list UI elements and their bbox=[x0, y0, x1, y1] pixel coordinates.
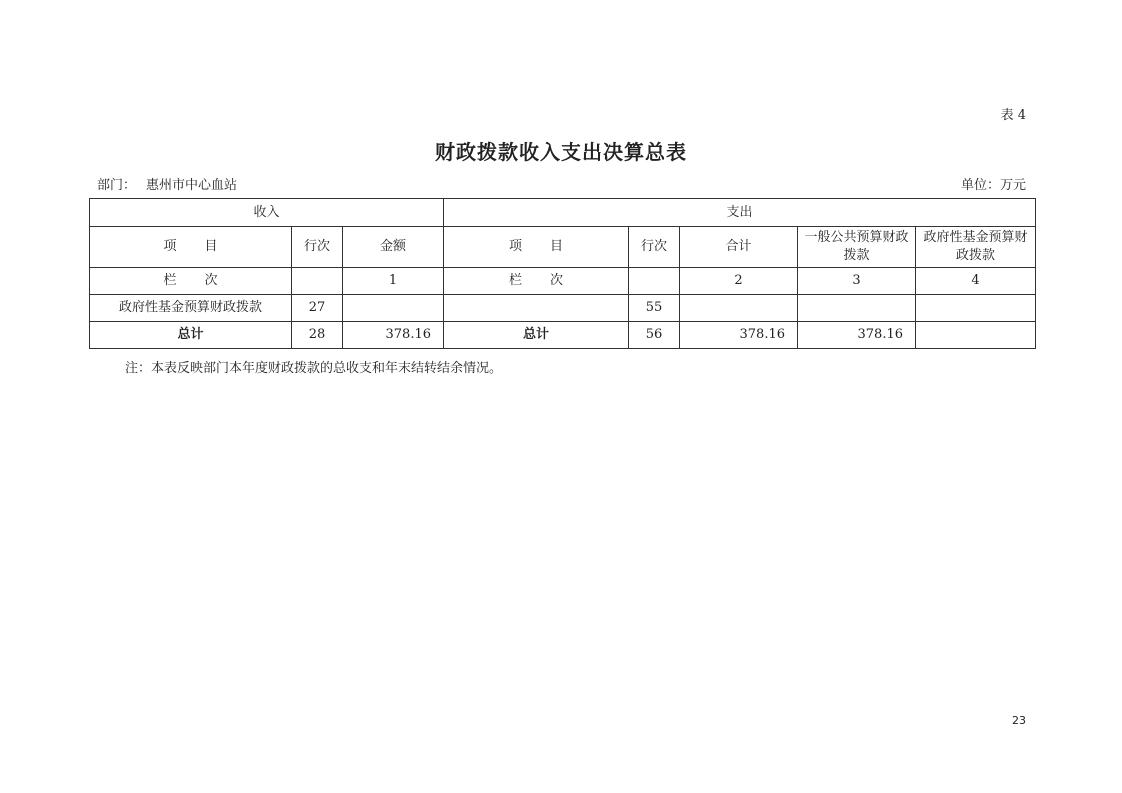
budget-table bbox=[89, 198, 1036, 349]
expense-lanci-row bbox=[629, 268, 680, 295]
table-row bbox=[90, 295, 1036, 322]
column-index-row bbox=[90, 268, 1036, 295]
header-expense-total: 合计 bbox=[680, 227, 798, 268]
expense-fund-cell bbox=[916, 322, 1036, 349]
income-group-header: 收入 bbox=[90, 199, 444, 227]
income-lanci: 栏 次 bbox=[90, 268, 292, 295]
page-title: 财政拨款收入支出决算总表 bbox=[435, 140, 687, 164]
index-amount: 1 bbox=[343, 268, 444, 295]
expense-row-cell: 55 bbox=[629, 295, 680, 322]
table-number: 表 4 bbox=[1000, 108, 1026, 123]
expense-group-header: 支出 bbox=[444, 199, 1036, 227]
expense-total-cell bbox=[680, 295, 798, 322]
table-note: 注：本表反映部门本年度财政拨款的总收支和年末结转结余情况。 bbox=[125, 361, 503, 376]
header-fund-budget: 政府性基金预算财政拨款 bbox=[916, 227, 1036, 268]
income-item-cell: 政府性基金预算财政拨款 bbox=[90, 295, 292, 322]
page-number: 23 bbox=[1012, 714, 1026, 727]
expense-general-cell: 378.16 bbox=[798, 322, 916, 349]
header-income-amount: 金额 bbox=[343, 227, 444, 268]
expense-lanci: 栏 次 bbox=[444, 268, 629, 295]
expense-fund-cell bbox=[916, 295, 1036, 322]
department-name: 惠州市中心血站 bbox=[146, 178, 238, 193]
index-general: 3 bbox=[798, 268, 916, 295]
income-row-cell: 28 bbox=[292, 322, 343, 349]
column-header-row bbox=[90, 227, 1036, 268]
group-header-row bbox=[90, 199, 1036, 227]
income-amount-cell bbox=[343, 295, 444, 322]
expense-row-cell: 56 bbox=[629, 322, 680, 349]
table-row bbox=[90, 322, 1036, 349]
unit-label: 单位：万元 bbox=[960, 178, 1026, 193]
income-lanci-row bbox=[292, 268, 343, 295]
header-general-budget: 一般公共预算财政拨款 bbox=[798, 227, 916, 268]
department-line bbox=[97, 174, 237, 193]
income-row-cell: 27 bbox=[292, 295, 343, 322]
income-item-cell: 总计 bbox=[90, 322, 292, 349]
income-amount-cell: 378.16 bbox=[343, 322, 444, 349]
index-total: 2 bbox=[680, 268, 798, 295]
expense-item-cell bbox=[444, 295, 629, 322]
header-income-item: 项 目 bbox=[90, 227, 292, 268]
expense-general-cell bbox=[798, 295, 916, 322]
header-expense-item: 项 目 bbox=[444, 227, 629, 268]
expense-total-cell: 378.16 bbox=[680, 322, 798, 349]
header-income-row: 行次 bbox=[292, 227, 343, 268]
department-label: 部门： bbox=[97, 178, 137, 193]
header-expense-row: 行次 bbox=[629, 227, 680, 268]
index-fund: 4 bbox=[916, 268, 1036, 295]
expense-item-cell: 总计 bbox=[444, 322, 629, 349]
